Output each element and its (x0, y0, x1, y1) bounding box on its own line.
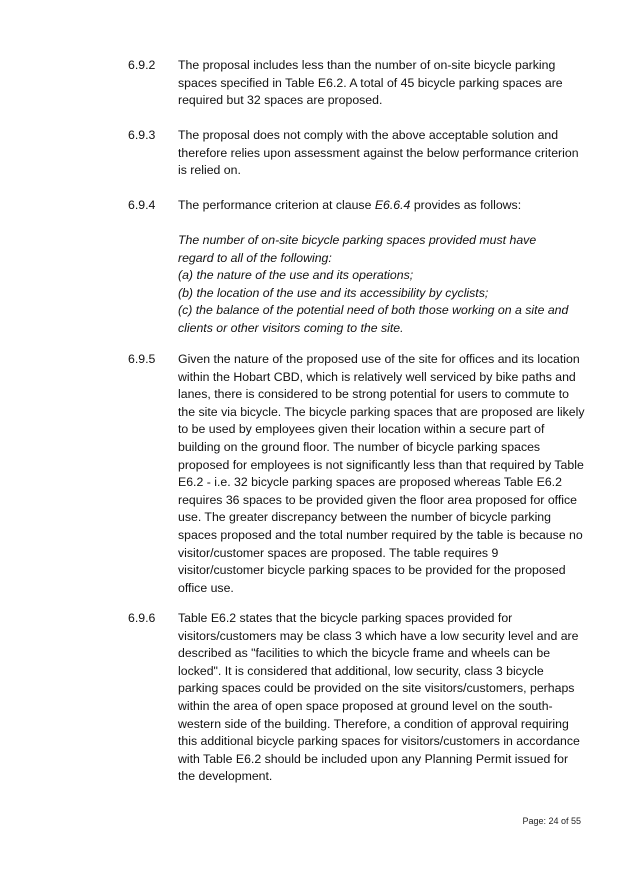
paragraph-text-start: The performance criterion at clause (178, 198, 375, 212)
quote-line: (a) the nature of the use and its operations; (178, 268, 414, 283)
paragraph-text: The proposal includes less than the number of on-site bicycle parking spaces specified in Table E6.2. A total of 45 bicycle parking spaces are required but 32 spaces are proposed. (178, 58, 563, 108)
quote-line: (b) the location of the use and its accessibility by cyclists; (178, 285, 489, 300)
paragraph-text: Table E6.2 states that the bicycle parking spaces provided for visitors/customers may be class 3 which have a low security level and are described as "facilities to which the bicycle frame and wheels can be locked". It is considered that additional, low security, class 3 bicycle parking spaces could be provided on the site visitors/customers, perhaps within the area of open space proposed at ground level on the south-western side of the building. Therefore, a condition of approval requiring this additional bicycle parking spaces for visitors/customers in accordance with Table E6.2 should be included upon any Planning Permit issued for the development. (178, 611, 580, 784)
quote-line: regard to all of the following: (178, 250, 332, 265)
paragraph-number: 6.9.2 (128, 58, 156, 72)
paragraph-number: 6.9.3 (128, 128, 156, 142)
paragraph-number: 6.9.6 (128, 611, 156, 625)
quote-line: (c) the balance of the potential need of both those working on a site and (178, 303, 569, 318)
clause-reference: E6.6.4 (374, 198, 411, 212)
paragraph-text (178, 197, 586, 215)
page-number: Page: 24 of 55 (522, 816, 581, 826)
paragraph-text: Given the nature of the proposed use of the site for offices and its location within the Hobart CBD, which is relatively well serviced by bike paths and lanes, there is considered to be strong potential for users to commute to the site via bicycle. The bicycle parking spaces that are proposed are likely to be used by employees given their location within a secure part of building on the ground floor. The number of bicycle parking spaces proposed for employees is not significantly less than that required by Table E6.2 - i.e. 32 bicycle parking spaces are proposed whereas Table E6.2 requires 36 spaces to be provided given the floor area proposed for office use. The greater discrepancy between the number of bicycle parking spaces proposed and the total number required by the table is because no visitor/customer spaces are proposed. The table requires 9 visitor/customer bicycle parking spaces to be provided for the proposed office use. (178, 352, 585, 595)
performance-criterion-quote (178, 232, 588, 338)
paragraph-text-end: provides as follows: (410, 198, 522, 212)
paragraph-number: 6.9.5 (128, 352, 156, 366)
quote-line: clients or other visitors coming to the site. (178, 320, 404, 335)
quote-line: The number of on-site bicycle parking spaces provided must have (178, 233, 537, 247)
paragraph-text: The proposal does not comply with the above acceptable solution and therefore relies upon assessment against the below performance criterion is relied on. (178, 128, 579, 178)
paragraph-number: 6.9.4 (128, 198, 156, 212)
